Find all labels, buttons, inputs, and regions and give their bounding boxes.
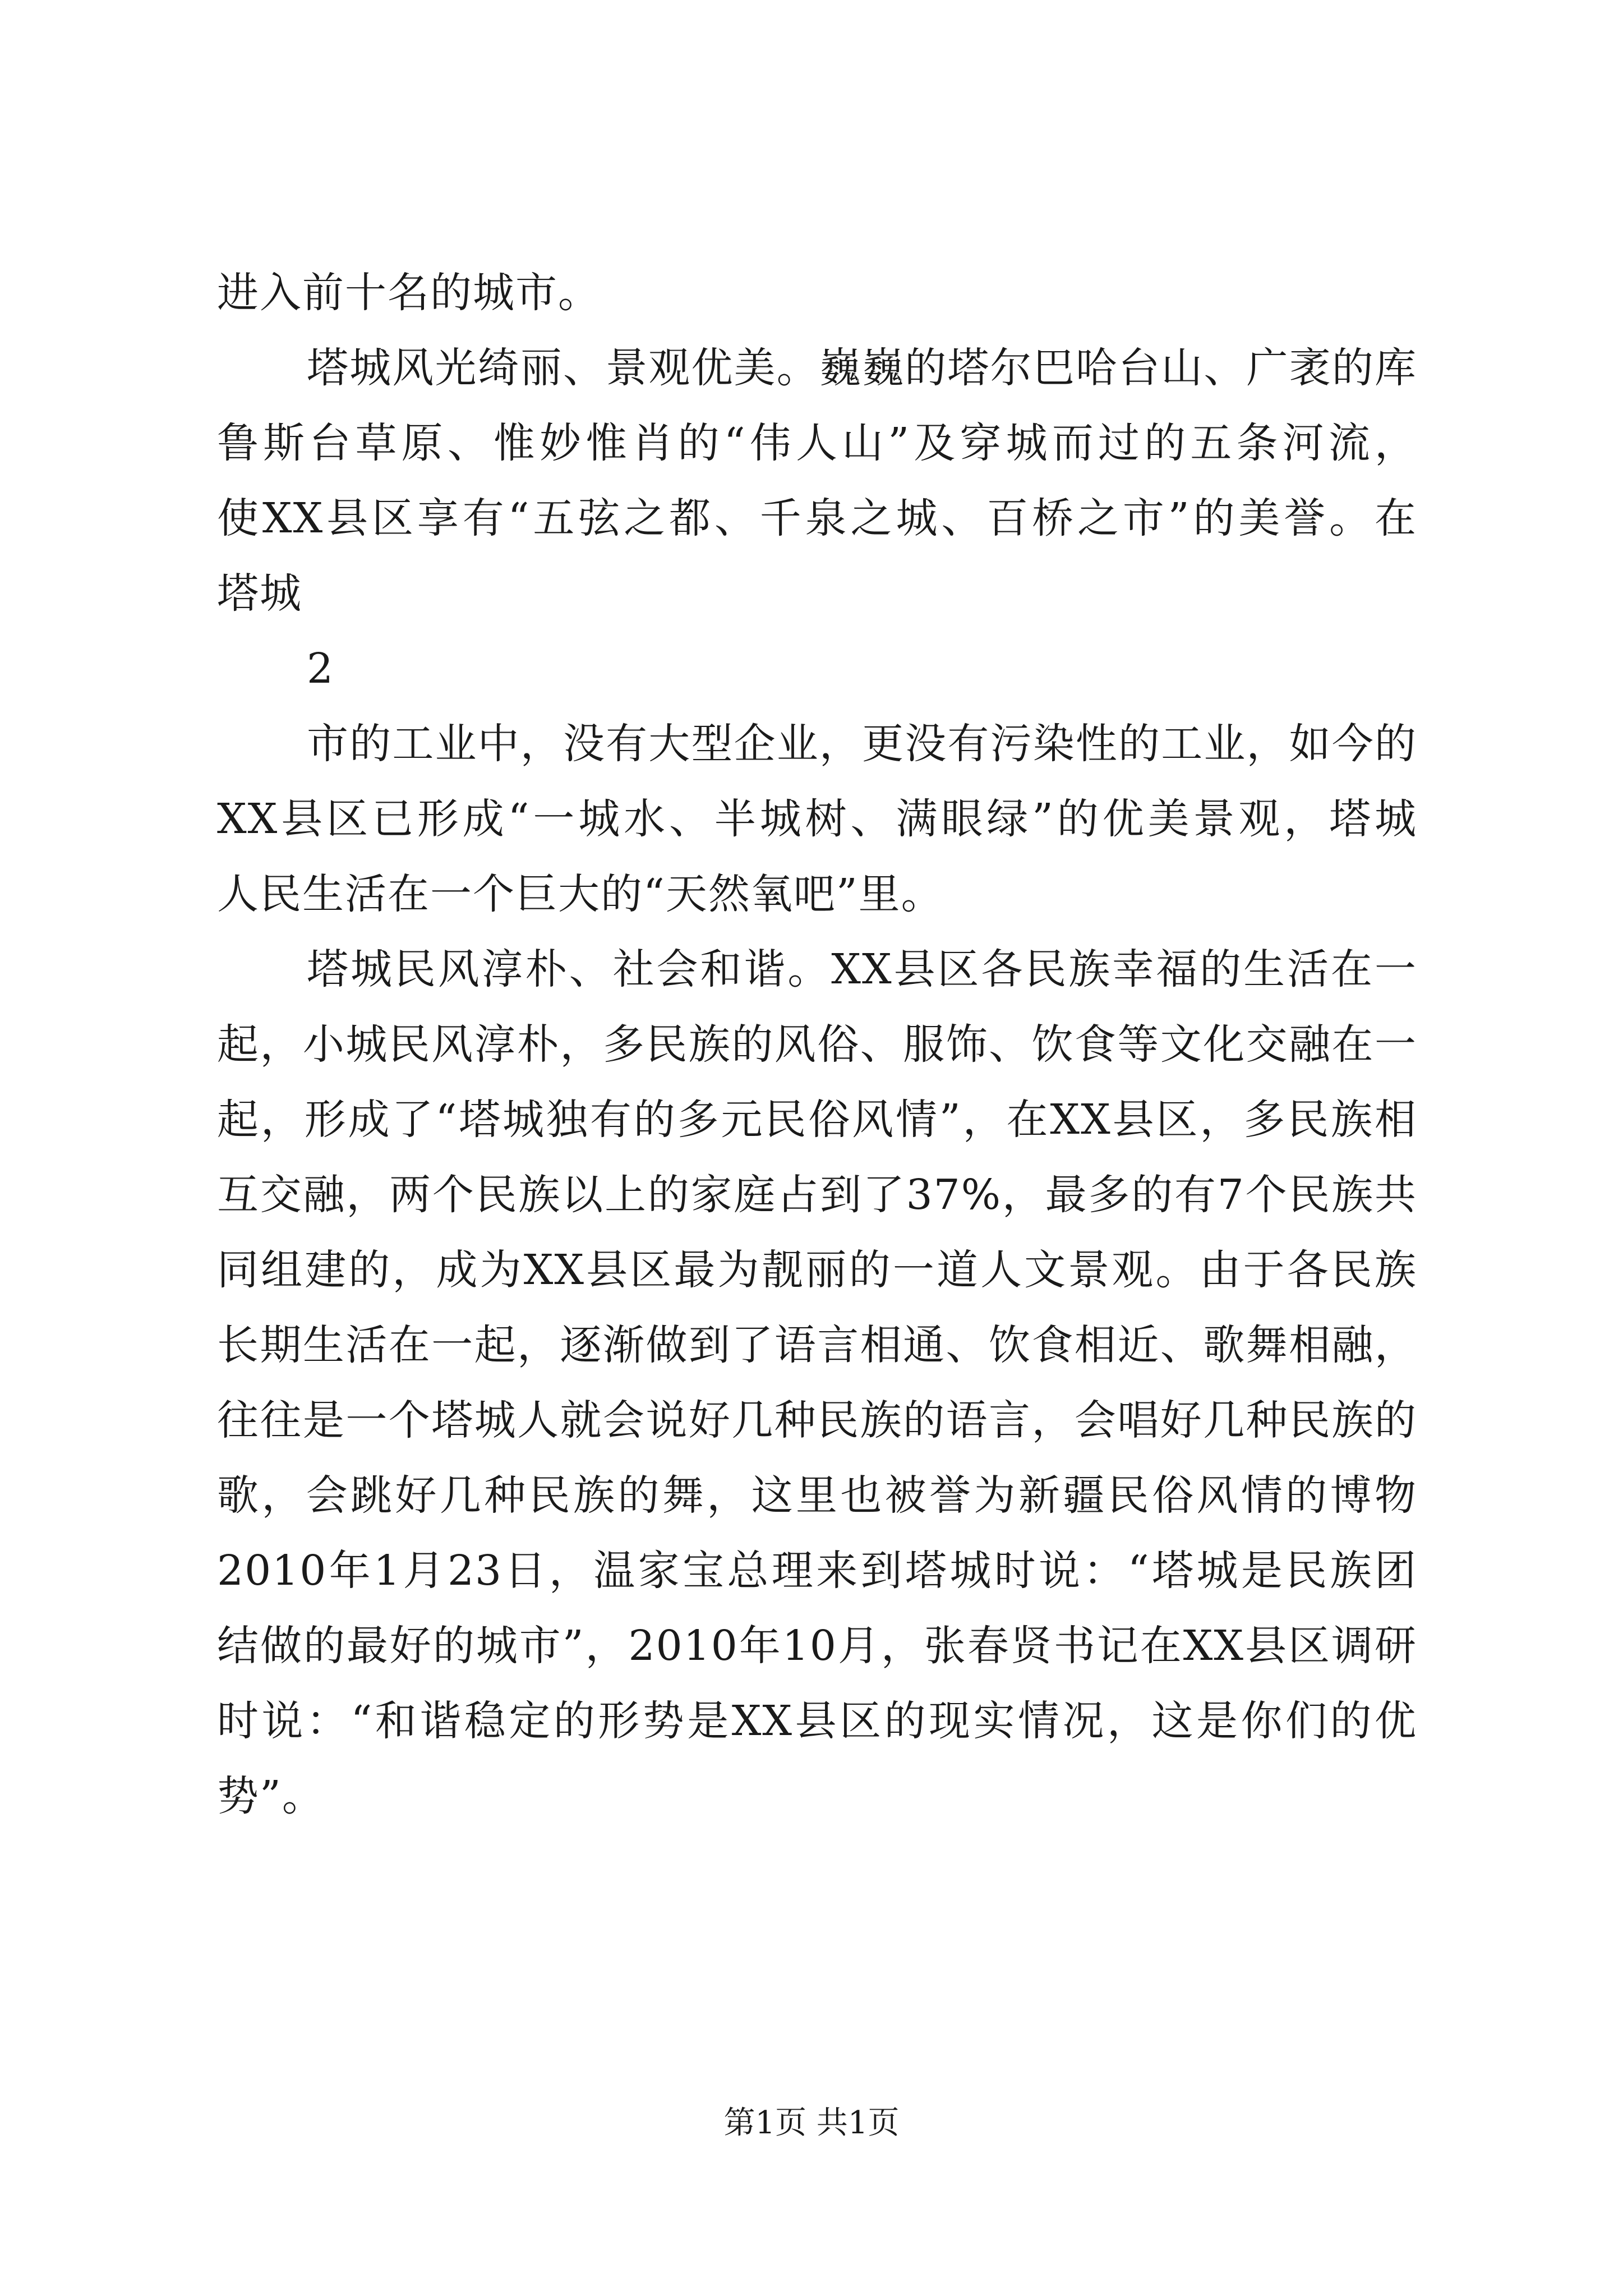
text-line: 塔城风光绮丽、景观优美。巍巍的塔尔巴哈台山、广袤的库 (307, 344, 1417, 392)
text-line: 势”。 (217, 1772, 325, 1820)
text-line: 市的工业中，没有大型企业，更没有污染性的工业，如今的 (307, 720, 1417, 768)
text-line: 起，形成了“塔城独有的多元民俗风情”，在XX县区，多民族相 (217, 1096, 1417, 1144)
text-line: 2010年1月23日，温家宝总理来到塔城时说：“塔城是民族团 (217, 1547, 1417, 1595)
text-line: 人民生活在一个巨大的“天然氧吧”里。 (217, 870, 944, 918)
text-line: 歌，会跳好几种民族的舞，这里也被誉为新疆民俗风情的博物 (217, 1471, 1417, 1520)
text-line: 往往是一个塔城人就会说好几种民族的语言，会唱好几种民族的 (217, 1396, 1417, 1444)
text-line: 起，小城民风淳朴，多民族的风俗、服饰、饮食等文化交融在一 (217, 1020, 1417, 1069)
text-line: 同组建的，成为XX县区最为靓丽的一道人文景观。由于各民族 (217, 1246, 1417, 1294)
text-line: 使XX县区享有“五弦之都、千泉之城、百桥之市”的美誉。在 (217, 494, 1417, 542)
text-line: 塔城 (217, 569, 302, 618)
text-line: XX县区已形成“一城水、半城树、满眼绿”的优美景观，塔城 (217, 795, 1417, 843)
text-line: 塔城民风淳朴、社会和谐。XX县区各民族幸福的生活在一 (307, 945, 1417, 993)
text-line: 结做的最好的城市”，2010年10月，张春贤书记在XX县区调研 (217, 1622, 1417, 1670)
page-footer: 第1页 共1页 (723, 2105, 900, 2141)
text-line: 鲁斯台草原、惟妙惟肖的“伟人山”及穿城而过的五条河流， (217, 419, 1417, 467)
text-line: 长期生活在一起，逐渐做到了语言相通、饮食相近、歌舞相融， (217, 1321, 1417, 1369)
page-number-marker: 2 (307, 645, 335, 693)
text-line: 进入前十名的城市。 (217, 269, 601, 317)
document-body (217, 255, 1417, 1834)
text-line: 互交融，两个民族以上的家庭占到了37%，最多的有7个民族共 (217, 1171, 1417, 1219)
text-line: 时说：“和谐稳定的形势是XX县区的现实情况，这是你们的优 (217, 1697, 1417, 1745)
